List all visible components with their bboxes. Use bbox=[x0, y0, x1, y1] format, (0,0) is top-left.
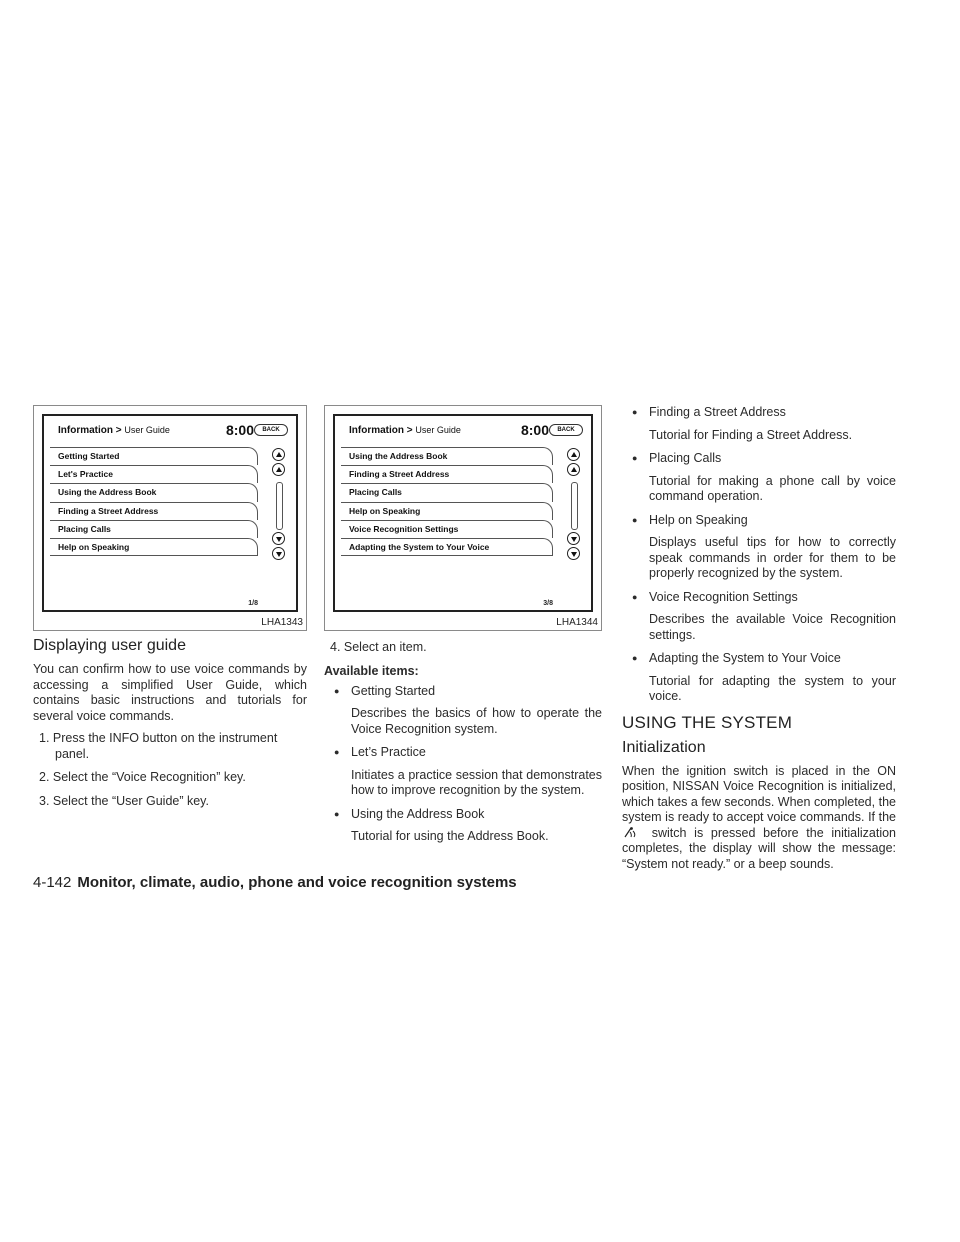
step-item: 2. Select the “Voice Recognition” key. bbox=[39, 770, 246, 784]
scroll-controls bbox=[268, 448, 290, 562]
page-number: 4-142 bbox=[33, 874, 72, 891]
breadcrumb: Information > User Guide bbox=[349, 425, 461, 436]
initialization-paragraph: When the ignition switch is placed in the ON position, NISSAN Voice Recognition is initialized, which takes a few seconds. When completed, the system is ready to accept voice commands. If the switch is pressed before the initialization completes, the display will show the message: “System not ready.” or a beep sounds. bbox=[622, 763, 896, 871]
clock-time: 8:00 bbox=[520, 422, 549, 438]
screen-display-2 bbox=[333, 414, 593, 612]
screen-header bbox=[58, 422, 288, 441]
scroll-down-icon[interactable] bbox=[567, 532, 580, 545]
screen-figure-1 bbox=[33, 405, 307, 631]
menu-item[interactable]: Help on Speaking bbox=[341, 502, 553, 520]
page-footer bbox=[33, 874, 517, 892]
intro-paragraph: You can confirm how to use voice commands by accessing a simplified User Guide, which contains basic instructions and tutorials for several voice commands. bbox=[33, 662, 307, 723]
page-indicator: 1/8 bbox=[248, 600, 258, 607]
menu-item[interactable]: Adapting the System to Your Voice bbox=[341, 538, 553, 556]
available-items-list-cont bbox=[622, 405, 896, 705]
chapter-heading: USING THE SYSTEM bbox=[622, 712, 793, 732]
screen-display-1 bbox=[42, 414, 298, 612]
subsection-title: Initialization bbox=[622, 738, 706, 756]
steps-list-cont bbox=[324, 640, 602, 656]
column-left bbox=[33, 405, 307, 817]
menu-item[interactable]: Finding a Street Address bbox=[50, 502, 258, 520]
menu-item[interactable]: Finding a Street Address bbox=[341, 465, 553, 483]
menu-list bbox=[50, 447, 258, 556]
scroll-down-icon[interactable] bbox=[272, 532, 285, 545]
page-down-icon[interactable] bbox=[272, 547, 285, 560]
list-item: ● Getting Started Describes the basics of how to operate the Voice Recognition system. bbox=[324, 684, 602, 738]
menu-item[interactable]: Help on Speaking bbox=[50, 538, 258, 556]
available-items-label: Available items: bbox=[324, 663, 419, 678]
list-item: ● Placing Calls Tutorial for making a phone call by voice command operation. bbox=[622, 451, 896, 505]
step-item: 4. Select an item. bbox=[330, 640, 427, 654]
talk-switch-icon bbox=[622, 826, 644, 838]
page-up-icon[interactable] bbox=[567, 448, 580, 461]
list-item: ● Voice Recognition Settings Describes the available Voice Recognition settings. bbox=[622, 590, 896, 644]
menu-item[interactable]: Let's Practice bbox=[50, 465, 258, 483]
screen-header bbox=[349, 422, 583, 441]
scrollbar[interactable] bbox=[571, 482, 578, 530]
available-items-list bbox=[324, 684, 602, 845]
page-up-icon[interactable] bbox=[272, 448, 285, 461]
menu-item[interactable]: Getting Started bbox=[50, 447, 258, 465]
list-item: ● Finding a Street Address Tutorial for Finding a Street Address. bbox=[622, 405, 896, 443]
steps-list bbox=[33, 731, 307, 809]
page-down-icon[interactable] bbox=[567, 547, 580, 560]
menu-item[interactable]: Using the Address Book bbox=[341, 447, 553, 465]
menu-item[interactable]: Using the Address Book bbox=[50, 483, 258, 501]
menu-item[interactable]: Placing Calls bbox=[50, 520, 258, 538]
scrollbar[interactable] bbox=[276, 482, 283, 530]
scroll-controls bbox=[563, 448, 585, 562]
back-button[interactable]: BACK bbox=[254, 424, 288, 436]
clock-time: 8:00 bbox=[225, 422, 254, 438]
menu-list bbox=[341, 447, 553, 556]
menu-item[interactable]: Placing Calls bbox=[341, 483, 553, 501]
figure-code: LHA1344 bbox=[556, 617, 598, 628]
screen-figure-2 bbox=[324, 405, 602, 631]
breadcrumb: Information > User Guide bbox=[58, 425, 170, 436]
back-button[interactable]: BACK bbox=[549, 424, 583, 436]
list-item: ● Adapting the System to Your Voice Tutorial for adapting the system to your voice. bbox=[622, 651, 896, 705]
column-middle bbox=[324, 405, 602, 853]
scroll-up-icon[interactable] bbox=[272, 463, 285, 476]
page-indicator: 3/8 bbox=[543, 600, 553, 607]
menu-item[interactable]: Voice Recognition Settings bbox=[341, 520, 553, 538]
step-item: 3. Select the “User Guide” key. bbox=[39, 793, 209, 808]
column-right bbox=[622, 405, 896, 879]
step-item: 1. Press the INFO button on the instrument panel. bbox=[39, 731, 278, 761]
section-title: Displaying user guide bbox=[33, 637, 186, 654]
list-item: ● Help on Speaking Displays useful tips for how to correctly speak commands in order for them to be properly recognized by the system. bbox=[622, 513, 896, 582]
chapter-title: Monitor, climate, audio, phone and voice recognition systems bbox=[77, 874, 517, 891]
scroll-up-icon[interactable] bbox=[567, 463, 580, 476]
figure-code: LHA1343 bbox=[261, 617, 303, 628]
list-item: ● Let’s Practice Initiates a practice session that demonstrates how to improve recognition by the system. bbox=[324, 745, 602, 799]
list-item: ● Using the Address Book Tutorial for using the Address Book. bbox=[324, 807, 602, 845]
